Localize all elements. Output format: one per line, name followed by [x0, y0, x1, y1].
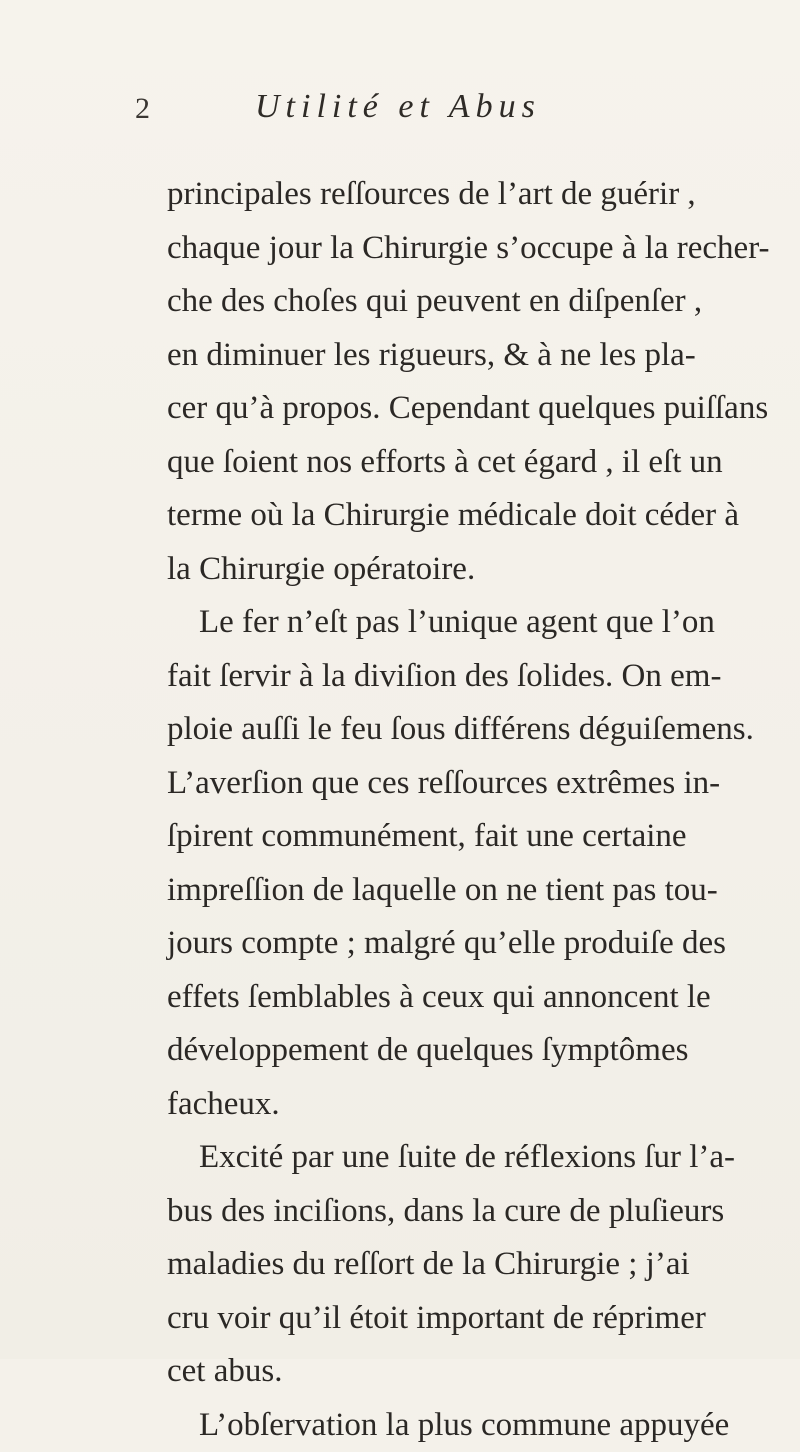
text-line: cru voir qu’il étoit important de réprimer [167, 1292, 767, 1346]
body-text [167, 168, 767, 1452]
running-title: Utilité et Abus [255, 88, 541, 126]
text-line: développement de quelques ſymptômes [167, 1024, 767, 1078]
text-line: bus des inciſions, dans la cure de pluſieurs [167, 1185, 767, 1239]
text-line: cer qu’à propos. Cependant quelques puiſſans [167, 382, 767, 436]
text-line: che des choſes qui peuvent en diſpenſer , [167, 275, 767, 329]
text-line: facheux. [167, 1078, 767, 1132]
text-line: maladies du reſſort de la Chirurgie ; j’ai [167, 1238, 767, 1292]
text-line: ſpirent communément, fait une certaine [167, 810, 767, 864]
text-line: en diminuer les rigueurs, & à ne les pla- [167, 329, 767, 383]
text-line: impreſſion de laquelle on ne tient pas tou- [167, 864, 767, 918]
text-line: terme où la Chirurgie médicale doit céder à [167, 489, 767, 543]
text-line: jours compte ; malgré qu’elle produiſe des [167, 917, 767, 971]
text-line: L’averſion que ces reſſources extrêmes in- [167, 757, 767, 811]
paragraph-start-line: Le fer n’eſt pas l’unique agent que l’on [167, 596, 767, 650]
text-line: la Chirurgie opératoire. [167, 543, 767, 597]
paragraph-start-line: Excité par une ſuite de réflexions ſur l’a- [167, 1131, 767, 1185]
page-header [135, 88, 695, 138]
text-line: chaque jour la Chirurgie s’occupe à la recher- [167, 222, 767, 276]
text-line: ploie auſſi le feu ſous différens déguiſemens. [167, 703, 767, 757]
paragraph-start-line: L’obſervation la plus commune appuyée [167, 1399, 767, 1452]
text-line: principales reſſources de l’art de guérir , [167, 168, 767, 222]
text-line: cet abus. [167, 1345, 767, 1399]
text-line: fait ſervir à la diviſion des ſolides. On em- [167, 650, 767, 704]
text-line: que ſoient nos efforts à cet égard , il eſt un [167, 436, 767, 490]
page-number: 2 [135, 92, 150, 126]
text-line: effets ſemblables à ceux qui annoncent le [167, 971, 767, 1025]
